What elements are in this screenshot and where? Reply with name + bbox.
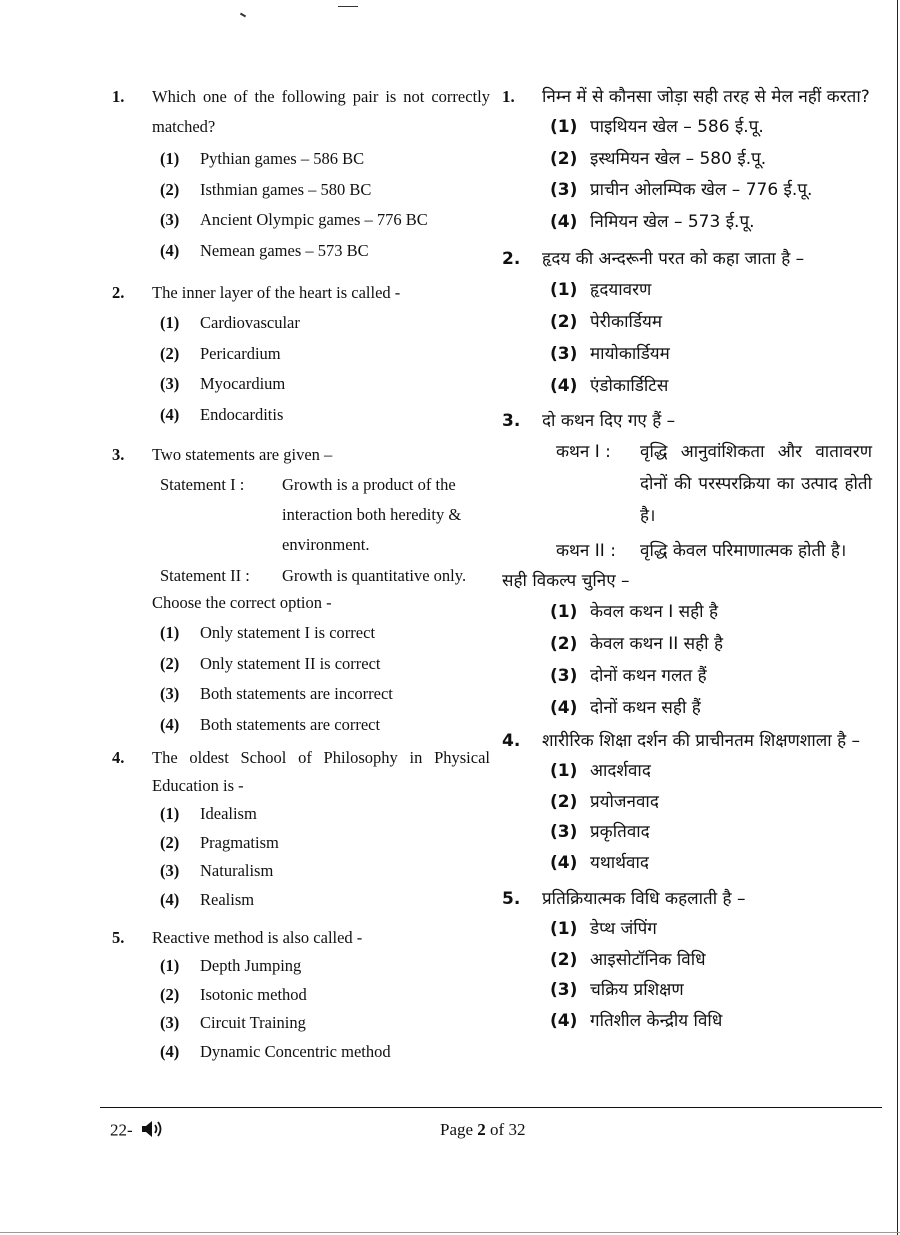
option-text: Isotonic method xyxy=(200,984,307,1004)
option-number: (2) xyxy=(550,949,578,970)
option-number: (3) xyxy=(160,1013,180,1032)
option-text: Depth Jumping xyxy=(200,956,302,975)
question-3 xyxy=(112,440,490,618)
option xyxy=(152,308,490,339)
statement-label: Statement I : xyxy=(160,475,245,494)
option-text: केवल कथन I सही है xyxy=(590,602,718,622)
option xyxy=(542,945,872,976)
option xyxy=(542,628,872,660)
option-text: आदर्शवाद xyxy=(590,761,651,781)
option xyxy=(152,981,490,1010)
options-list xyxy=(152,952,490,1066)
question-2 xyxy=(112,278,490,308)
option xyxy=(542,756,872,787)
option-number: (4) xyxy=(160,1041,180,1061)
option-text: निमियन खेल – 573 ई.पू. xyxy=(590,211,755,232)
option-text: प्रयोजनवाद xyxy=(590,791,659,812)
option-text: दोनों कथन गलत हैं xyxy=(590,666,707,686)
page-number: 2 xyxy=(477,1120,486,1139)
option-text: गतिशील केन्द्रीय विधि xyxy=(590,1010,723,1031)
footer-divider xyxy=(100,1107,882,1108)
statement-text: Growth is a product of the interaction both heredity & environment. xyxy=(282,475,462,554)
option-number: (2) xyxy=(160,984,180,1004)
options-list xyxy=(542,274,872,402)
option xyxy=(542,112,872,144)
margin-line xyxy=(897,0,898,1235)
question-number: 2. xyxy=(502,249,521,269)
option-text: इस्थमियन खेल – 580 ई.पू. xyxy=(590,148,767,169)
option-number: (4) xyxy=(160,404,180,424)
scan-mark xyxy=(338,6,358,7)
option xyxy=(152,857,490,886)
option-number: (1) xyxy=(160,623,180,642)
option-text: Pericardium xyxy=(200,343,281,363)
option-number: (1) xyxy=(550,919,578,939)
option-number: (3) xyxy=(550,822,578,842)
question-number: 5. xyxy=(502,889,521,909)
question-text: दो कथन दिए गए हैं – xyxy=(542,411,676,431)
option-text: Myocardium xyxy=(200,374,286,393)
question-number: 1. xyxy=(112,87,125,106)
question-number: 3. xyxy=(112,445,125,464)
option xyxy=(542,692,872,724)
option-text: Isthmian games – 580 BC xyxy=(200,179,372,199)
question-text: The oldest School of Philosophy in Physical Education is - xyxy=(152,748,490,795)
question-4 xyxy=(502,726,872,756)
option-number: (2) xyxy=(550,791,578,812)
option-text: Dynamic Concentric method xyxy=(200,1041,391,1061)
option xyxy=(542,306,872,338)
option xyxy=(152,339,490,370)
option-number: (4) xyxy=(160,714,180,734)
option-number: (2) xyxy=(160,832,180,852)
option-text: यथार्थवाद xyxy=(590,852,649,873)
option xyxy=(152,400,490,431)
option-number: (1) xyxy=(160,804,180,823)
question-5 xyxy=(112,924,490,952)
option-number: (3) xyxy=(550,666,578,686)
option-number: (4) xyxy=(550,852,578,873)
option-text: दोनों कथन सही हैं xyxy=(590,698,701,718)
question-3 xyxy=(502,406,872,566)
statement-label: कथन II : xyxy=(556,541,616,561)
option-text: Cardiovascular xyxy=(200,313,300,332)
statement-text: Growth is quantitative only. xyxy=(282,566,467,585)
option-number: (1) xyxy=(550,280,578,300)
question-text: निम्न में से कौनसा जोड़ा सही तरह से मेल नहीं करता? xyxy=(542,87,870,107)
option-text: Nemean games – 573 BC xyxy=(200,240,369,260)
option xyxy=(152,175,490,206)
option xyxy=(542,596,872,628)
instruction-text: सही विकल्प चुनिए – xyxy=(502,571,630,591)
option-text: प्रकृतिवाद xyxy=(590,822,650,842)
question-text: हृदय की अन्दरूनी परत को कहा जाता है – xyxy=(542,249,805,269)
question-4 xyxy=(112,744,490,800)
option-number: (2) xyxy=(550,312,578,332)
options-list xyxy=(542,112,872,238)
option-text: एंडोकार्डिटिस xyxy=(590,376,669,396)
question-text: The inner layer of the heart is called - xyxy=(152,283,401,302)
question-1 xyxy=(112,82,490,142)
option-text: Both statements are correct xyxy=(200,714,381,734)
option-text: पेरीकार्डियम xyxy=(590,312,662,332)
option xyxy=(542,207,872,239)
option-number: (3) xyxy=(160,684,180,703)
option-number: (1) xyxy=(160,149,180,168)
option xyxy=(542,787,872,818)
option-number: (2) xyxy=(160,179,180,199)
question-number: 3. xyxy=(502,411,521,431)
option-number: (1) xyxy=(550,602,578,622)
option-number: (3) xyxy=(160,374,180,393)
option-text: Idealism xyxy=(200,804,257,823)
option xyxy=(542,848,872,879)
option-number: (4) xyxy=(160,889,180,909)
code-text: 22- xyxy=(110,1120,133,1140)
option-number: (2) xyxy=(550,148,578,169)
instruction-text: Choose the correct option - xyxy=(152,593,332,612)
english-column xyxy=(112,82,490,1066)
option xyxy=(152,236,490,267)
page-indicator xyxy=(440,1120,525,1140)
option xyxy=(152,649,490,680)
question-number: 2. xyxy=(112,283,125,302)
option-number: (1) xyxy=(160,956,180,975)
option-number: (2) xyxy=(160,653,180,673)
options-list xyxy=(152,144,490,266)
option-number: (1) xyxy=(550,761,578,781)
options-list xyxy=(542,596,872,724)
option xyxy=(542,370,872,402)
question-number: 5. xyxy=(112,928,125,947)
question-text: प्रतिक्रियात्मक विधि कहलाती है – xyxy=(542,889,746,909)
option xyxy=(542,817,872,848)
options-list xyxy=(152,618,490,740)
options-list xyxy=(152,800,490,914)
option-text: चक्रिय प्रशिक्षण xyxy=(590,980,684,1000)
option xyxy=(542,338,872,370)
option-number: (3) xyxy=(550,980,578,1000)
options-list xyxy=(542,914,872,1036)
option-number: (4) xyxy=(160,240,180,260)
option xyxy=(152,618,490,649)
page-suffix: of 32 xyxy=(485,1120,526,1139)
question-5 xyxy=(502,884,872,914)
option xyxy=(542,914,872,945)
question-number: 4. xyxy=(502,731,521,751)
option-text: Realism xyxy=(200,889,255,909)
option-text: प्राचीन ओलम्पिक खेल – 776 ई.पू. xyxy=(590,180,813,200)
question-2 xyxy=(502,244,872,274)
option xyxy=(152,1009,490,1038)
scan-mark xyxy=(240,13,246,18)
bottom-edge xyxy=(0,1232,900,1233)
option-number: (1) xyxy=(550,117,578,137)
option xyxy=(152,205,490,236)
option-number: (3) xyxy=(160,861,180,880)
statement-label: कथन I : xyxy=(556,442,611,462)
option-number: (4) xyxy=(550,211,578,232)
options-list xyxy=(152,308,490,430)
option-number: (3) xyxy=(160,210,180,229)
statement-text: वृद्धि आनुवांशिकता और वातावरण दोनों की परस्परक्रिया का उत्पाद होती है। xyxy=(640,442,872,526)
option-number: (3) xyxy=(550,344,578,364)
booklet-code xyxy=(110,1120,167,1143)
option-number: (3) xyxy=(550,180,578,200)
option xyxy=(152,710,490,741)
question-text: Two statements are given – xyxy=(152,445,333,464)
question-text: शारीरिक शिक्षा दर्शन की प्राचीनतम शिक्षणशाला है – xyxy=(542,731,861,751)
question-text: Which one of the following pair is not correctly matched? xyxy=(152,87,490,136)
question-number: 1. xyxy=(502,87,515,106)
speaker-icon xyxy=(141,1120,167,1143)
option xyxy=(542,660,872,692)
page-prefix: Page xyxy=(440,1120,478,1139)
question-1 xyxy=(502,82,872,112)
option-text: Pragmatism xyxy=(200,832,279,852)
statement-label: Statement II : xyxy=(160,566,250,585)
option-text: Both statements are incorrect xyxy=(200,684,393,703)
option xyxy=(152,144,490,175)
option xyxy=(542,274,872,306)
option-number: (2) xyxy=(160,343,180,363)
option xyxy=(542,1006,872,1037)
option xyxy=(542,975,872,1006)
statement-2 xyxy=(556,536,872,566)
option-text: Only statement II is correct xyxy=(200,653,381,673)
option xyxy=(152,800,490,829)
hindi-column xyxy=(502,82,872,1036)
option-text: Pythian games – 586 BC xyxy=(200,149,365,168)
option xyxy=(152,886,490,915)
option-text: डेप्थ जंपिंग xyxy=(590,919,657,939)
option xyxy=(542,175,872,207)
option xyxy=(152,952,490,981)
option-text: Only statement I is correct xyxy=(200,623,376,642)
option-number: (4) xyxy=(550,1010,578,1031)
option-text: Endocarditis xyxy=(200,404,284,424)
option-text: Naturalism xyxy=(200,861,274,880)
statement-1 xyxy=(556,436,872,532)
option xyxy=(152,829,490,858)
option-number: (1) xyxy=(160,313,180,332)
option-number: (2) xyxy=(550,634,578,654)
option-text: Circuit Training xyxy=(200,1013,306,1032)
option-text: आइसोटॉनिक विधि xyxy=(590,949,706,970)
option xyxy=(542,144,872,176)
option-text: हृदयावरण xyxy=(590,280,652,300)
question-text: Reactive method is also called - xyxy=(152,928,363,947)
option-text: मायोकार्डियम xyxy=(590,344,670,364)
statement-text: वृद्धि केवल परिमाणात्मक होती है। xyxy=(640,541,847,561)
statement-1 xyxy=(160,470,490,560)
option-text: पाइथियन खेल – 586 ई.पू. xyxy=(590,117,764,137)
options-list xyxy=(542,756,872,878)
option-number: (4) xyxy=(550,376,578,396)
question-number: 4. xyxy=(112,748,125,767)
option-number: (4) xyxy=(550,698,578,718)
statement-2 xyxy=(160,564,490,588)
option-text: केवल कथन II सही है xyxy=(590,634,723,654)
option xyxy=(152,369,490,400)
option xyxy=(152,1038,490,1067)
option-text: Ancient Olympic games – 776 BC xyxy=(200,210,428,229)
option xyxy=(152,679,490,710)
